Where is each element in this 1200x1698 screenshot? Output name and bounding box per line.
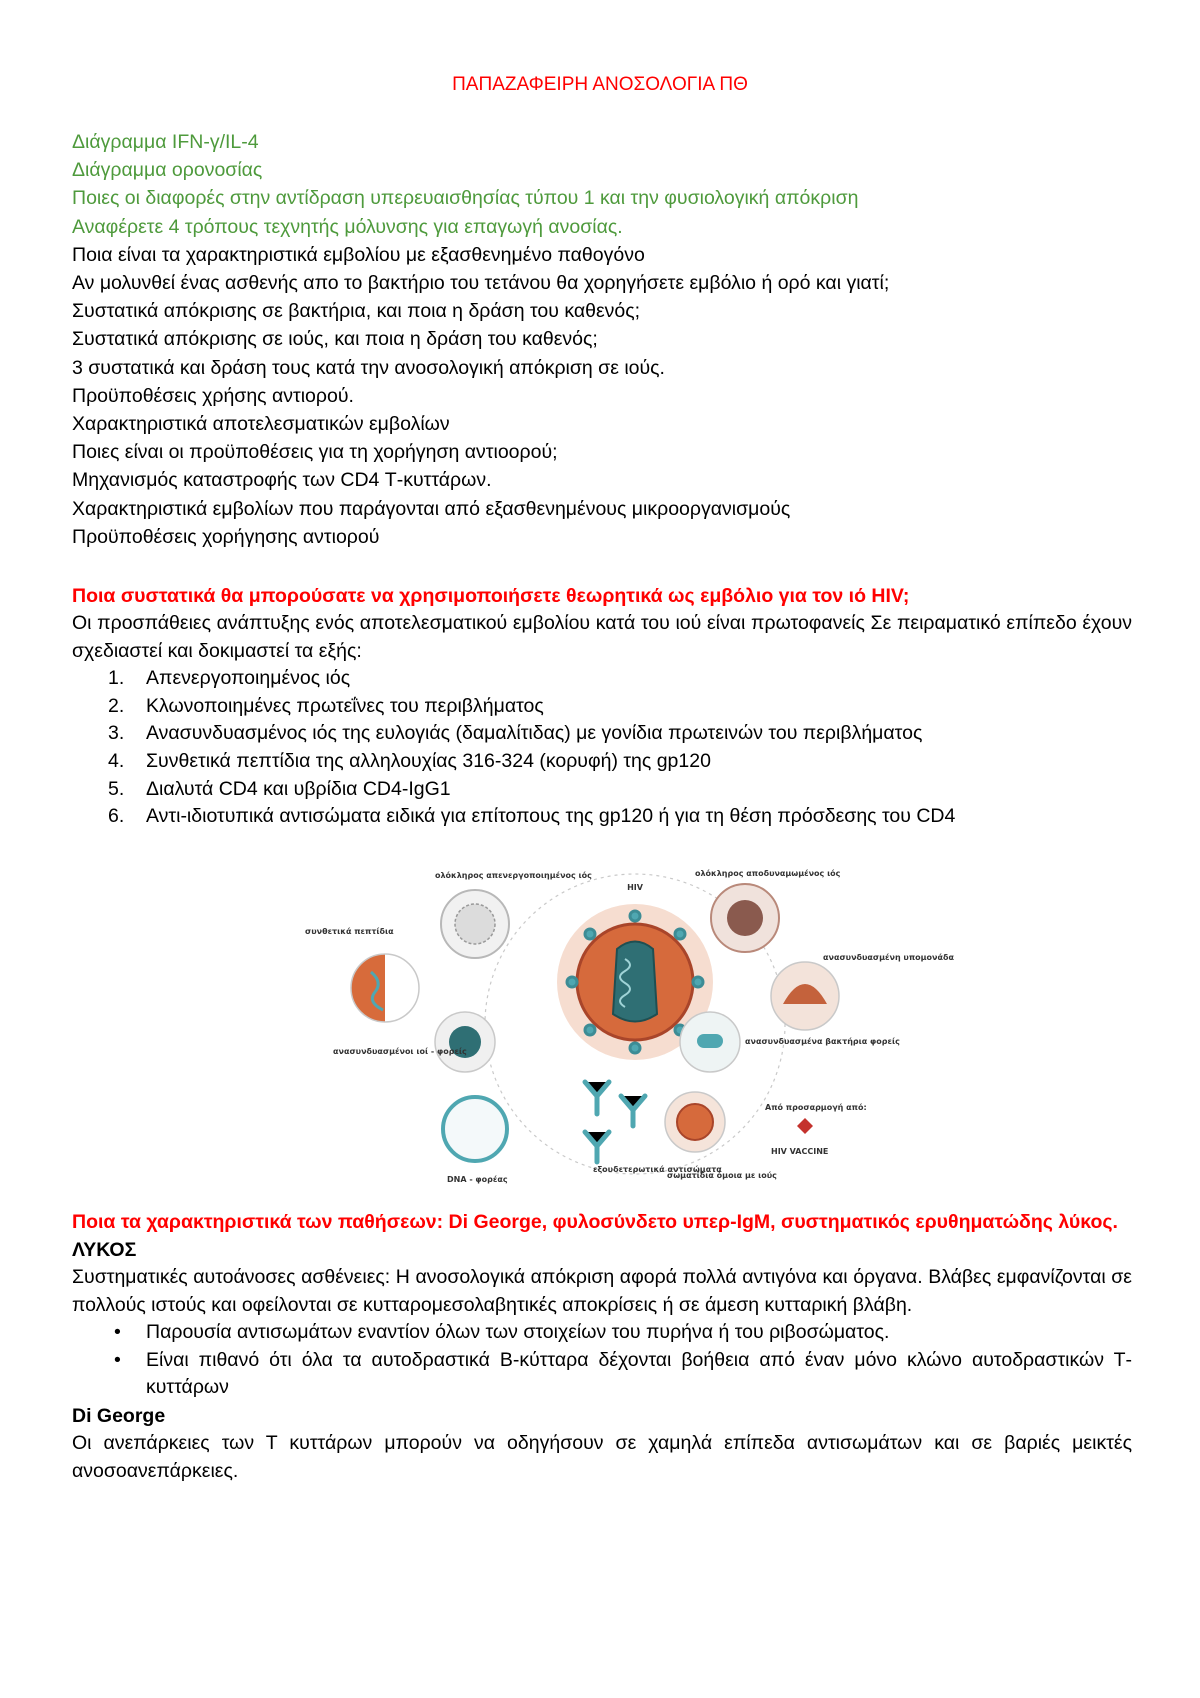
hiv-vaccine-diagram [305, 864, 954, 1199]
list-item [72, 665, 1132, 693]
hiv-vaccine-logo-text: HIV VACCINE [771, 1147, 829, 1156]
question-line: Χαρακτηριστικά αποτελεσματικών εμβολίων [72, 413, 450, 436]
label-inactivated-virus: ολόκληρος απενεργοποιημένος ιός [435, 871, 592, 880]
lupus-bullets [72, 1319, 1132, 1402]
lupus-title: ΛΥΚΟΣ [72, 1239, 137, 1261]
hiv-intro: Οι προσπάθειες ανάπτυξης ενός αποτελεσματικού εμβολίου κατά του ιού είναι πρωτοφανείς Σε πειραματικό επίπεδο έχουν σχεδιαστεί και δοκιμαστεί τα εξής: [72, 612, 1132, 662]
list-item [72, 1347, 1132, 1402]
question-line: Ποια είναι τα χαρακτηριστικά εμβολίου με εξασθενημένο παθογόνο [72, 243, 645, 266]
list-number: 5. [108, 777, 125, 800]
hiv-center-label: HIV [627, 883, 643, 892]
list-number: 4. [108, 749, 125, 772]
list-item-text: Αντι-ιδιοτυπικά αντισώματα ειδικά για επίτοπους της gp120 ή για τη θέση πρόσδεσης του CD4 [146, 805, 956, 828]
hiv-section [72, 582, 1132, 831]
hiv-capsid [613, 942, 657, 1022]
digeorge-title: Di George [72, 1404, 166, 1427]
question-line: Προϋποθέσεις χορήγησης αντιορού [72, 525, 380, 548]
list-number: 6. [108, 805, 125, 828]
figure-credit: Από προσαρμογή από: [765, 1103, 867, 1112]
synthetic-peptides-icon [351, 954, 385, 1022]
list-item [72, 748, 1132, 776]
label-viral-vectors: ανασυνδυασμένοι ιοί - φορείς [333, 1047, 467, 1056]
list-number: 3. [108, 722, 125, 745]
hiv-vaccine-logo-mark [797, 1118, 813, 1134]
question-line: Χαρακτηριστικά εμβολίων που παράγονται από εξασθενημένους μικροοργανισμούς [72, 497, 791, 520]
list-number: 2. [108, 694, 125, 717]
list-item-text: Απενεργοποιημένος ιός [146, 667, 351, 690]
list-item-text: Κλωνοποιημένες πρωτεΐνες του περιβλήματος [146, 694, 544, 717]
list-item-text: Διαλυτά CD4 και υβρίδια CD4-IgG1 [146, 777, 451, 800]
question-line: Μηχανισμός καταστροφής των CD4 Τ-κυττάρων. [72, 469, 492, 492]
label-recombinant-subunit: ανασυνδυασμένη υπομονάδα [823, 953, 954, 962]
question-line: Διάγραμμα ορονοσίας [72, 159, 263, 182]
list-item-text: Παρουσία αντισωμάτων εναντίον όλων των στοιχείων του πυρήνα ή του ριβοσώματος. [146, 1321, 890, 1344]
list-item [72, 693, 1132, 721]
list-item [72, 1319, 1132, 1347]
question-list [72, 128, 1132, 551]
question-line: 3 συστατικά και δράση τους κατά την ανοσολογική απόκριση σε ιούς. [72, 356, 665, 379]
list-item [72, 720, 1132, 748]
question-line: Προϋποθέσεις χρήσης αντιορού. [72, 384, 354, 407]
list-number: 1. [108, 667, 125, 690]
attenuated-virus-core [727, 900, 763, 936]
list-item-text: Συνθετικά πεπτίδια της αλληλουχίας 316-324 (κορυφή) της gp120 [146, 749, 711, 772]
document-title: ΠΑΠΑΖΑΦΕΙΡΗ ΑΝΟΣΟΛΟΓΙΑ ΠΘ [452, 74, 748, 95]
list-item [72, 803, 1132, 831]
list-item-text: Ανασυνδυασμένος ιός της ευλογιάς (δαμαλίτιδας) με γονίδια πρωτεινών του περιβλήματος [146, 722, 923, 745]
digeorge-text: Οι ανεπάρκειες των Τ κυττάρων μπορούν να οδηγήσουν σε χαμηλά επίπεδα αντισωμάτων και σε βαριές μεικτές ανοσοανεπάρκειες. [72, 1431, 1132, 1482]
bacterium-shape [697, 1034, 723, 1048]
disease-heading: Ποια τα χαρακτηριστικά των παθήσεων: Di George, φυλοσύνδετο υπερ-IgM, συστηματικός ερυθηματώδης λύκος. [72, 1211, 1118, 1233]
label-synthetic-peptides: συνθετικά πεπτίδια [305, 927, 394, 936]
inactivated-virus-core [455, 904, 495, 944]
question-line: Αναφέρετε 4 τρόπους τεχνητής μόλυνσης για επαγωγή ανοσίας. [72, 215, 623, 238]
label-antibodies: εξουδετερωτικά αντισώματα [593, 1165, 722, 1174]
hiv-heading: Ποια συστατικά θα μπορούσατε να χρησιμοποιήσετε θεωρητικά ως εμβόλιο για τον ιό HIV; [72, 585, 910, 607]
question-line: Συστατικά απόκρισης σε βακτήρια, και ποια η δράση του καθενός; [72, 300, 641, 323]
question-line: Αν μολυνθεί ένας ασθενής απο το βακτήριο του τετάνου θα χορηγήσετε εμβόλιο ή ορό και γιατί; [72, 272, 890, 295]
label-vlp: σωματίδια όμοια με ιούς [667, 1171, 777, 1180]
hiv-vaccine-figure [305, 864, 954, 1199]
hiv-vaccine-list [72, 665, 1132, 831]
dna-vector-icon [443, 1097, 507, 1161]
disease-section [72, 1208, 1132, 1485]
bullet-mark: • [114, 1348, 121, 1371]
bullet-mark: • [114, 1321, 121, 1344]
list-item-text: Είναι πιθανό ότι όλα τα αυτοδραστικά Β-κύτταρα δέχονται βοήθεια από έναν μόνο κλώνο αυτοδραστικών Τ-κυττάρων [146, 1348, 1132, 1399]
question-line: Ποιες είναι οι προϋποθέσεις για τη χορήγηση αντιοορού; [72, 441, 558, 464]
list-item [72, 776, 1132, 804]
question-line: Ποιες οι διαφορές στην αντίδραση υπερευαισθησίας τύπου 1 και την φυσιολογική απόκριση [72, 187, 859, 210]
question-line: Συστατικά απόκρισης σε ιούς, και ποια η δράση του καθενός; [72, 328, 598, 351]
question-line: Διάγραμμα IFN-γ/IL-4 [72, 131, 259, 153]
vlp-core [677, 1104, 713, 1140]
antibodies-icon [585, 1082, 645, 1162]
label-attenuated-virus: ολόκληρος αποδυναμωμένος ιός [695, 869, 841, 878]
lupus-text: Συστηματικές αυτοάνοσες ασθένειες: Η ανοσολογικά απόκριση αφορά πολλά αντιγόνα και όργανα. Βλάβες εμφανίζονται σε πολλούς ιστούς και οφείλονται σε κυτταρομεσολαβητικές αποκρίσεις ή σε άμεση κυτταρική βλάβη. [72, 1266, 1132, 1316]
label-bacterial-vectors: ανασυνδυασμένα βακτήρια φορείς [745, 1037, 900, 1046]
label-dna-vector: DNA - φορέας [447, 1175, 508, 1184]
